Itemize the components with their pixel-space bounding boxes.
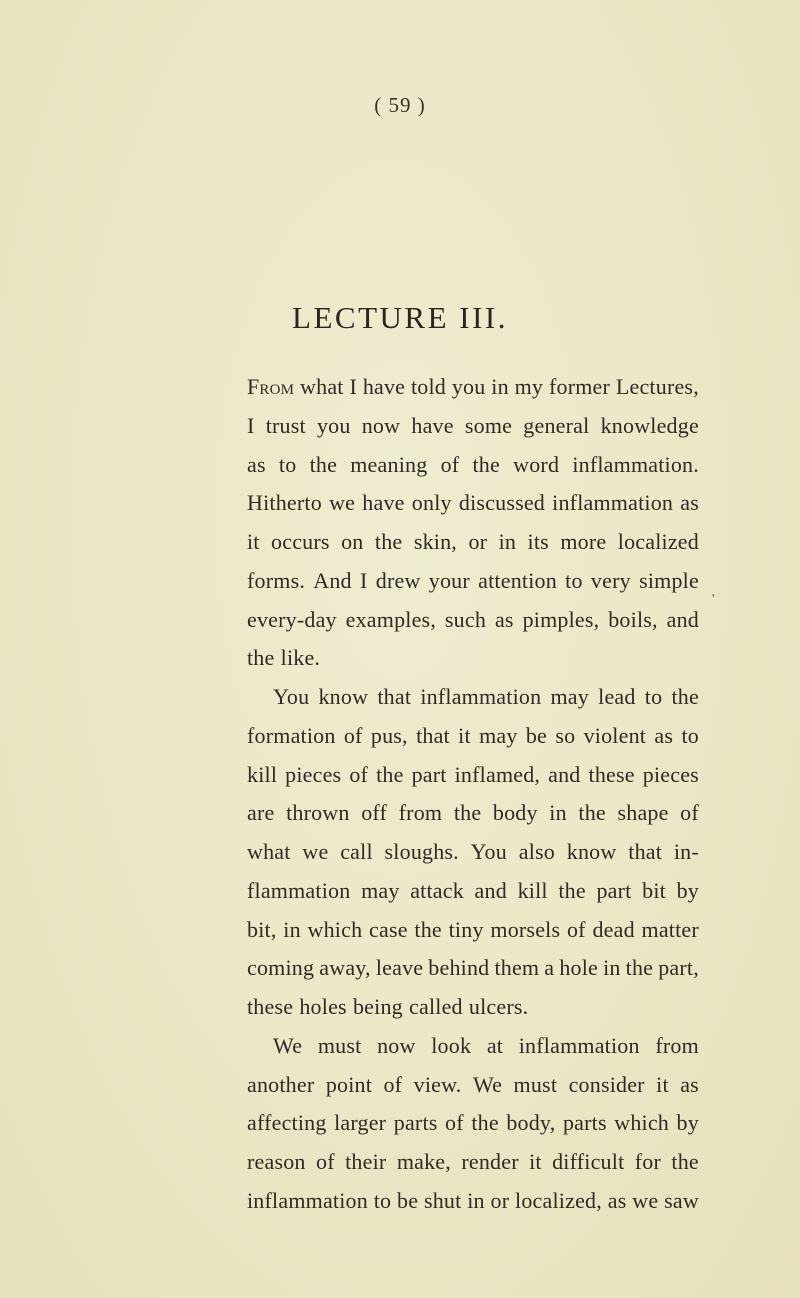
word: the xyxy=(309,451,338,477)
word: must xyxy=(317,1032,362,1058)
margin-mark: ' xyxy=(712,592,715,607)
word: attention xyxy=(478,567,557,593)
word: in xyxy=(549,800,567,826)
word: to xyxy=(373,1187,392,1213)
word: and xyxy=(474,877,507,903)
word: bit, xyxy=(247,916,277,942)
word: larger xyxy=(334,1110,387,1136)
word: kill xyxy=(247,761,278,787)
word: kill xyxy=(517,877,548,903)
word: that xyxy=(377,684,412,709)
word: discussed xyxy=(458,490,546,516)
text-line xyxy=(247,601,699,640)
word: we xyxy=(302,839,329,864)
text-line xyxy=(247,717,699,756)
word: as xyxy=(680,490,699,516)
text-line xyxy=(247,678,699,717)
word: dead xyxy=(592,916,635,942)
word: the xyxy=(471,1110,499,1136)
word: localized, xyxy=(515,1187,602,1213)
word: in xyxy=(603,955,621,981)
word: also xyxy=(518,839,555,864)
word: case xyxy=(369,916,408,942)
word: trust xyxy=(265,412,306,438)
text-line xyxy=(247,1066,699,1105)
word: of xyxy=(445,1110,464,1136)
word: may xyxy=(361,877,400,903)
word: have xyxy=(411,412,454,438)
word: from xyxy=(398,800,443,826)
word: simple xyxy=(639,567,699,593)
lecture-title: LECTURE III. xyxy=(292,300,508,335)
word: now xyxy=(377,1032,416,1058)
word: what xyxy=(247,839,291,864)
word: tiny xyxy=(448,916,484,942)
word: part xyxy=(411,761,447,787)
word: look xyxy=(431,1032,472,1058)
text-line xyxy=(247,1182,699,1221)
word: have xyxy=(362,374,406,399)
word: another xyxy=(247,1071,315,1097)
word: on xyxy=(341,529,364,554)
text-line xyxy=(247,794,699,833)
word: shut xyxy=(423,1187,462,1213)
body-text xyxy=(247,368,699,1221)
word: part xyxy=(596,877,632,903)
word: And xyxy=(313,567,352,593)
word: may xyxy=(479,722,518,748)
word: body, xyxy=(506,1110,556,1136)
word: inflammation. xyxy=(572,451,699,477)
text-line xyxy=(247,988,699,1027)
text-line xyxy=(247,1143,699,1182)
word: parts xyxy=(393,1110,438,1136)
word: pieces xyxy=(285,761,342,787)
word: by xyxy=(676,877,699,903)
word: boils, xyxy=(608,606,658,632)
text-line xyxy=(247,368,699,407)
word: away, xyxy=(319,955,371,981)
word: I xyxy=(247,412,255,438)
word: called xyxy=(409,994,463,1019)
word: Hitherto xyxy=(247,490,322,516)
word: only xyxy=(411,490,452,516)
word: as xyxy=(247,451,266,477)
word: point xyxy=(325,1071,373,1097)
word: pimples, xyxy=(522,606,600,632)
word: sloughs. xyxy=(384,839,459,864)
word: know xyxy=(566,839,617,864)
word: in xyxy=(491,374,509,399)
word: the xyxy=(671,1149,699,1174)
word: part, xyxy=(658,955,699,981)
word: We xyxy=(472,1071,503,1097)
word: to xyxy=(681,722,699,748)
text-line xyxy=(247,833,699,872)
word: as xyxy=(680,1071,699,1097)
text-line xyxy=(247,562,699,601)
word: we xyxy=(632,1187,659,1213)
word: morsels xyxy=(490,916,561,942)
word: which xyxy=(614,1110,669,1136)
text-line xyxy=(247,949,699,988)
word: it xyxy=(247,529,260,554)
word: holes xyxy=(299,994,347,1019)
word: consider xyxy=(568,1071,645,1097)
word: flammation xyxy=(247,877,351,903)
word: make, xyxy=(396,1149,451,1174)
word: by xyxy=(676,1110,699,1136)
word: as xyxy=(654,722,674,748)
word: in xyxy=(467,1187,485,1213)
word: meaning xyxy=(350,451,428,477)
word: which xyxy=(307,916,363,942)
word: so xyxy=(555,722,576,748)
word: thrown xyxy=(286,800,350,826)
word: now xyxy=(361,412,401,438)
word: inflammation xyxy=(247,1187,368,1213)
word: of xyxy=(383,1071,403,1097)
word: told xyxy=(410,374,447,399)
word: knowledge xyxy=(600,412,699,438)
word: as xyxy=(607,1187,627,1213)
word: behind xyxy=(428,955,490,981)
word: the xyxy=(247,645,275,671)
word: the xyxy=(472,451,500,477)
word: to xyxy=(644,684,663,709)
word: You xyxy=(273,684,310,709)
word: coming xyxy=(247,955,315,981)
word: like. xyxy=(280,645,321,671)
word: what xyxy=(300,374,344,399)
word: them xyxy=(494,955,540,981)
word: be xyxy=(397,1187,419,1213)
word: affecting xyxy=(247,1110,327,1136)
word: in- xyxy=(673,839,699,864)
word: inflammation xyxy=(518,1032,640,1058)
word: have xyxy=(362,490,405,516)
word: inflammation xyxy=(420,684,542,709)
word: pieces xyxy=(642,761,699,787)
text-line xyxy=(247,756,699,795)
word: I xyxy=(349,374,357,399)
word: I xyxy=(360,567,368,593)
word: in xyxy=(498,529,517,554)
word: violent xyxy=(583,722,647,748)
word: the xyxy=(374,529,403,554)
word: attack xyxy=(410,877,464,903)
word: you xyxy=(451,374,486,399)
word: or xyxy=(468,529,488,554)
word: pus, xyxy=(370,722,408,748)
word: examples, xyxy=(345,606,437,632)
word: these xyxy=(247,994,294,1019)
word: the xyxy=(414,916,442,942)
word: reason xyxy=(247,1149,306,1174)
word: Lectures, xyxy=(615,374,699,399)
word: From xyxy=(247,374,295,399)
word: call xyxy=(340,839,373,864)
word: occurs xyxy=(271,529,330,554)
word: former xyxy=(548,374,611,399)
word: inflammation xyxy=(552,490,674,516)
word: and xyxy=(548,761,581,787)
text-line xyxy=(247,1104,699,1143)
word: or xyxy=(490,1187,510,1213)
word: general xyxy=(523,412,590,438)
word: from xyxy=(655,1032,699,1058)
text-line xyxy=(247,1027,699,1066)
word: formation xyxy=(247,722,336,748)
text-line xyxy=(247,407,699,446)
word: of xyxy=(316,1149,335,1174)
word: localized xyxy=(617,529,699,554)
word: know xyxy=(318,684,369,709)
word: must xyxy=(513,1071,558,1097)
word: as xyxy=(494,606,514,632)
word: the xyxy=(578,800,606,826)
word: body xyxy=(492,800,538,826)
word: to xyxy=(278,451,297,477)
word: more xyxy=(560,529,607,554)
word: my xyxy=(514,374,544,399)
word: inflamed, xyxy=(454,761,541,787)
word: of xyxy=(343,722,363,748)
word: being xyxy=(352,994,403,1019)
word: difficult xyxy=(552,1149,625,1174)
word: it xyxy=(458,722,471,748)
word: such xyxy=(444,606,487,632)
word: the xyxy=(558,877,586,903)
word: We xyxy=(273,1032,303,1058)
word: off xyxy=(361,800,388,826)
word: a xyxy=(544,955,555,981)
text-line xyxy=(247,484,699,523)
word: parts xyxy=(562,1110,607,1136)
word: it xyxy=(529,1149,542,1174)
text-line xyxy=(247,523,699,562)
word: the xyxy=(376,761,404,787)
word: bit xyxy=(642,877,666,903)
word: that xyxy=(416,722,450,748)
word: you xyxy=(316,412,351,438)
word: saw xyxy=(664,1187,699,1213)
word: ulcers. xyxy=(468,994,529,1019)
word: in xyxy=(283,916,301,942)
text-line xyxy=(247,872,699,911)
word: be xyxy=(525,722,548,748)
word: we xyxy=(329,490,356,516)
text-line xyxy=(247,911,699,950)
word: skin, xyxy=(413,529,458,554)
text-line xyxy=(247,446,699,485)
word: You xyxy=(470,839,507,864)
word: hole xyxy=(559,955,599,981)
word: the xyxy=(671,684,699,709)
word: render xyxy=(461,1149,519,1174)
word: matter xyxy=(641,916,699,942)
word: very xyxy=(590,567,631,593)
word: their xyxy=(345,1149,387,1174)
word: your xyxy=(428,567,470,593)
word: the xyxy=(625,955,654,981)
word: that xyxy=(628,839,663,864)
word: at xyxy=(486,1032,504,1058)
word: are xyxy=(247,800,275,826)
word: view. xyxy=(413,1071,462,1097)
page-number: ( 59 ) xyxy=(374,93,426,117)
word: shape xyxy=(617,800,669,826)
word: forms. xyxy=(247,567,306,593)
word: of xyxy=(680,800,699,826)
word: lead xyxy=(598,684,636,709)
word: of xyxy=(349,761,369,787)
word: it xyxy=(656,1071,669,1097)
word: of xyxy=(440,451,460,477)
word: some xyxy=(464,412,513,438)
word: its xyxy=(527,529,549,554)
word: for xyxy=(634,1149,662,1174)
word: may xyxy=(550,684,589,709)
word: and xyxy=(666,606,699,632)
word: word xyxy=(513,451,560,477)
word: drew xyxy=(375,567,421,593)
word: every-day xyxy=(247,606,337,632)
text-line xyxy=(247,639,699,678)
word: these xyxy=(588,761,635,787)
word: of xyxy=(566,916,586,942)
word: the xyxy=(453,800,482,826)
word: to xyxy=(565,567,583,593)
word: leave xyxy=(375,955,424,981)
